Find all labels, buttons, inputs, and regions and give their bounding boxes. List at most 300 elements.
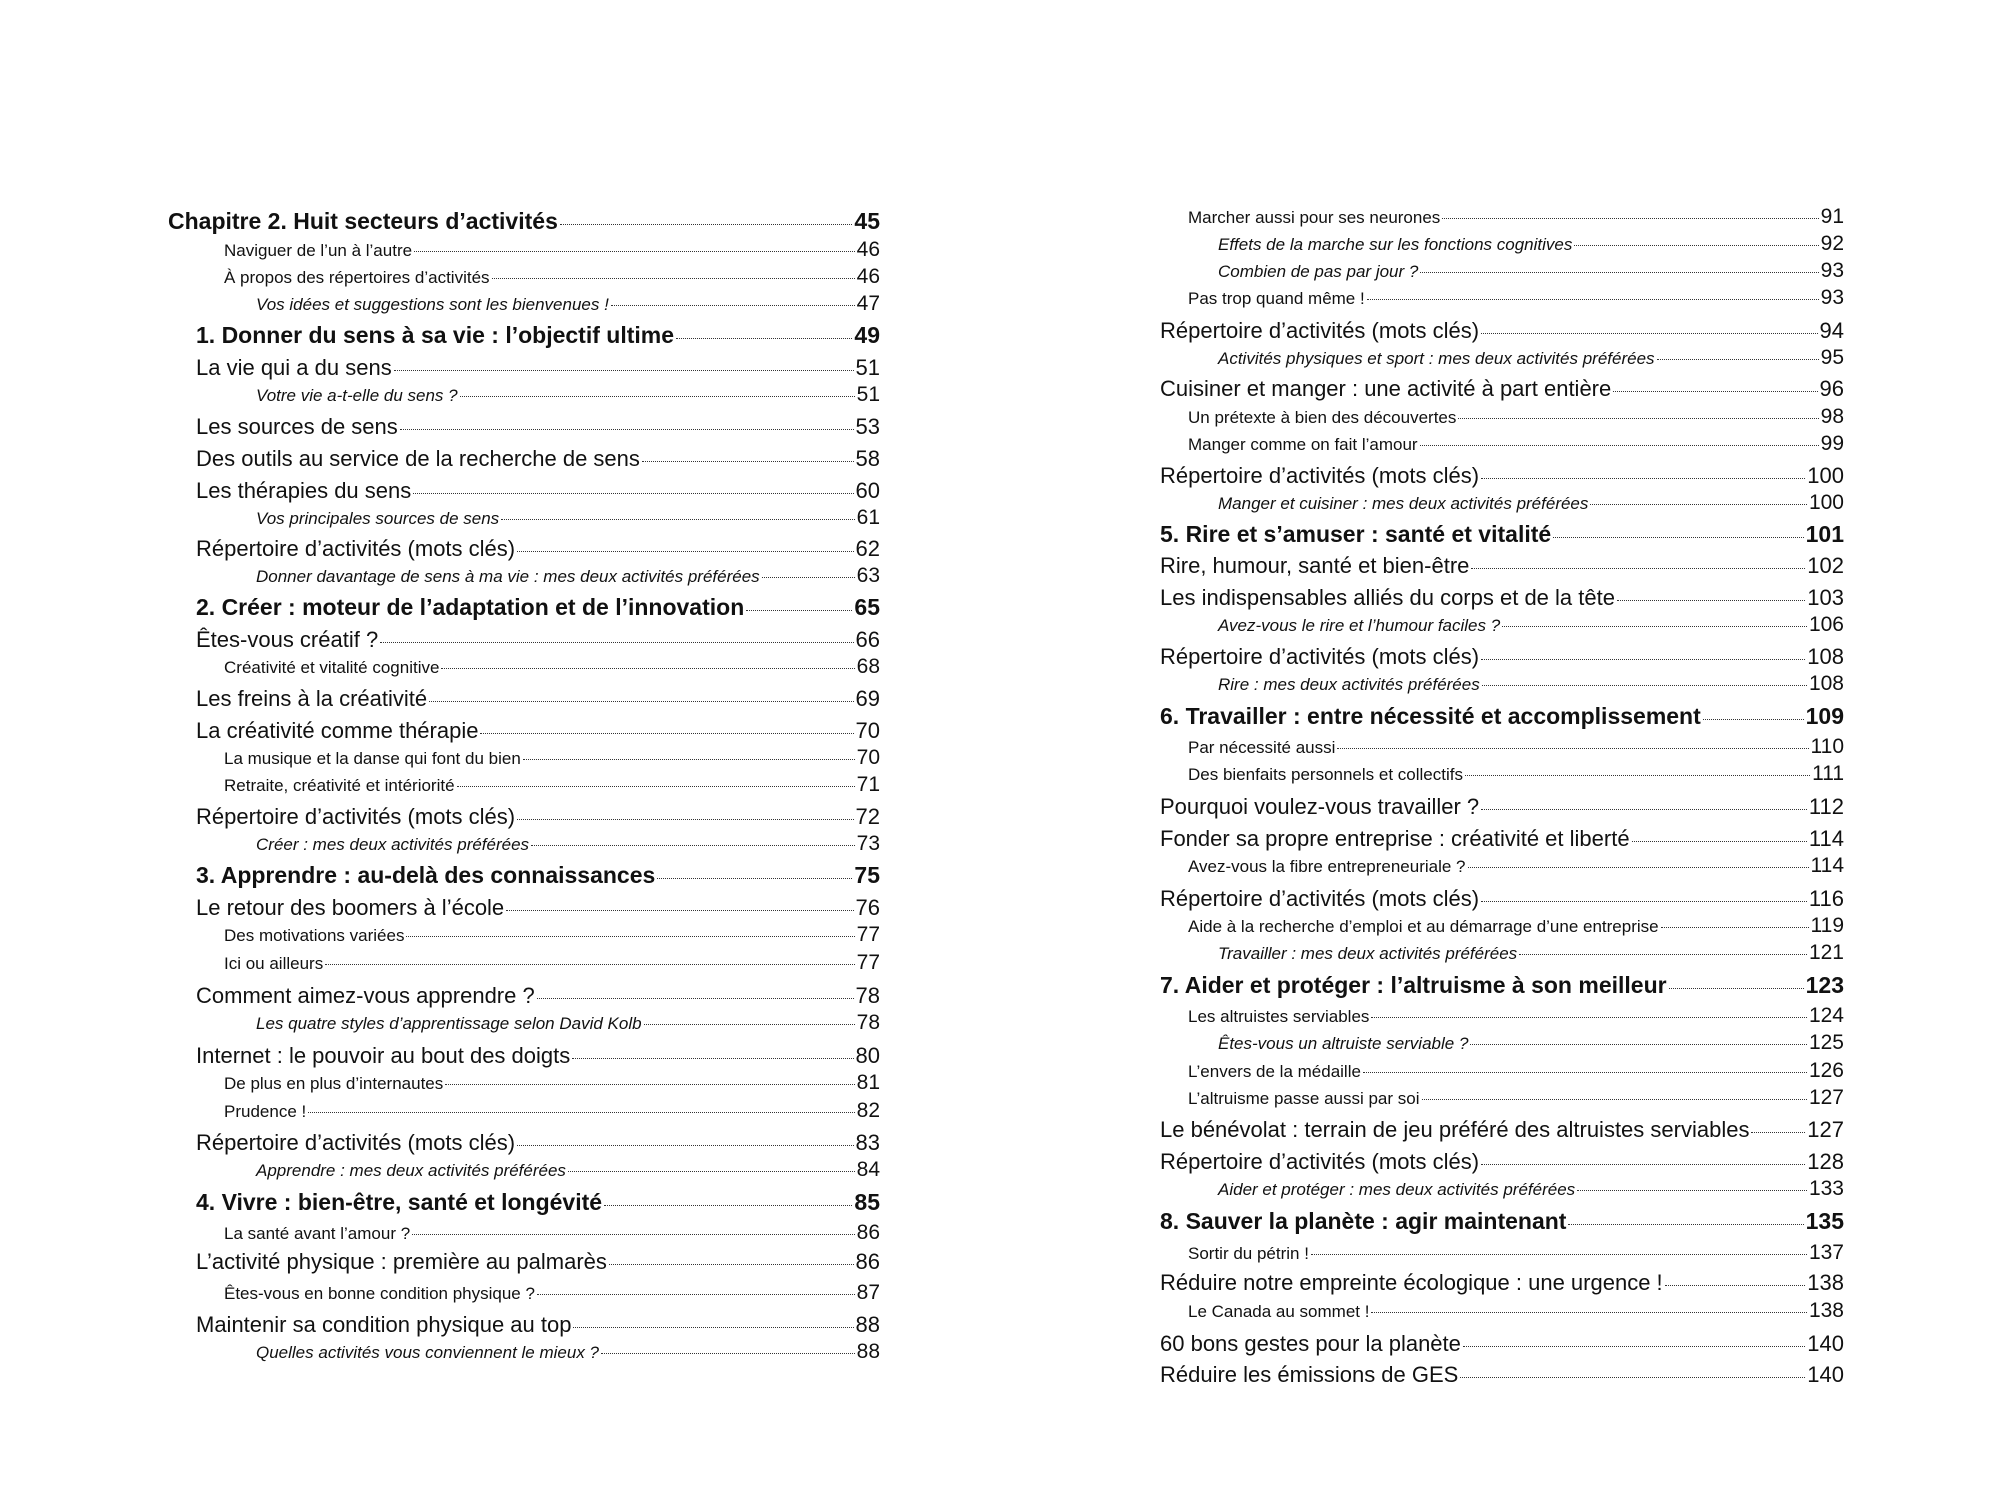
dot-leader: [1661, 927, 1809, 928]
dot-leader: [601, 1353, 855, 1354]
toc-entry-title: Aider et protéger : mes deux activités préférées: [1218, 1180, 1576, 1199]
toc-entry-title: 2. Créer : moteur de l’adaptation et de l’innovation: [196, 594, 745, 620]
toc-entry: [168, 506, 880, 530]
dot-leader: [400, 429, 854, 430]
toc-entry-title: Répertoire d’activités (mots clés): [1160, 644, 1480, 669]
toc-entry-page: 121: [1808, 941, 1844, 964]
toc-entry-title: Apprendre : mes deux activités préférées: [256, 1161, 566, 1180]
toc-entry: [168, 322, 880, 349]
toc-entry-page: 88: [855, 1312, 880, 1337]
dot-leader: [429, 701, 853, 702]
toc-entry-page: 71: [856, 773, 880, 796]
toc-entry-title: Êtes-vous en bonne condition physique ?: [224, 1284, 535, 1303]
dot-leader: [1471, 568, 1805, 569]
toc-entry: [168, 446, 880, 472]
toc-entry-title: Manger comme on fait l’amour: [1188, 435, 1418, 454]
toc-entry: [1160, 232, 1844, 256]
dot-leader: [1468, 867, 1809, 868]
toc-entry-page: 58: [855, 446, 880, 471]
dot-leader: [460, 396, 855, 397]
toc-entry: [168, 895, 880, 921]
toc-entry-title: Marcher aussi pour ses neurones: [1188, 208, 1441, 227]
dot-leader: [394, 370, 854, 371]
toc-entry-page: 86: [856, 1221, 880, 1244]
toc-entry: [1160, 941, 1844, 965]
toc-entry-title: Ici ou ailleurs: [224, 954, 324, 973]
toc-entry: [168, 862, 880, 889]
toc-entry-title: 60 bons gestes pour la planète: [1160, 1331, 1461, 1356]
dot-leader: [568, 1171, 855, 1172]
toc-entry: [168, 478, 880, 504]
dot-leader: [492, 278, 855, 279]
toc-entry-page: 140: [1807, 1331, 1844, 1356]
toc-entry-title: De plus en plus d’internautes: [224, 1074, 444, 1093]
toc-entry-page: 77: [856, 951, 880, 974]
toc-entry-title: Manger et cuisiner : mes deux activités préférées: [1218, 494, 1589, 513]
toc-entry: [168, 773, 880, 797]
toc-entry-title: Internet : le pouvoir au bout des doigts: [196, 1043, 571, 1068]
toc-entry: [1160, 826, 1844, 852]
toc-entry: [168, 1130, 880, 1156]
toc-entry-title: Créer : mes deux activités préférées: [256, 835, 530, 854]
toc-entry-page: 119: [1810, 914, 1844, 937]
toc-entry: [1160, 1004, 1844, 1028]
toc-entry-title: Avez-vous le rire et l’humour faciles ?: [1218, 616, 1501, 635]
toc-entry-page: 65: [854, 594, 880, 620]
dot-leader: [676, 338, 852, 339]
toc-entry: [168, 292, 880, 316]
toc-entry: [1160, 1059, 1844, 1083]
toc-entry: [1160, 1208, 1844, 1235]
toc-entry-title: Des motivations variées: [224, 926, 405, 945]
toc-entry: [168, 983, 880, 1009]
toc-entry: [1160, 205, 1844, 229]
toc-entry-page: 82: [856, 1099, 880, 1122]
dot-leader: [1665, 1285, 1806, 1286]
toc-entry-title: Effets de la marche sur les fonctions cognitives: [1218, 235, 1573, 254]
dot-leader: [1617, 600, 1805, 601]
toc-entry-page: 46: [856, 265, 880, 288]
toc-entry-title: À propos des répertoires d’activités: [224, 268, 490, 287]
toc-entry-page: 140: [1807, 1362, 1844, 1387]
dot-leader: [657, 878, 852, 879]
toc-entry-title: 7. Aider et protéger : l’altruisme à son meilleur: [1160, 972, 1667, 998]
dot-leader: [537, 1294, 855, 1295]
toc-entry-page: 116: [1808, 886, 1844, 911]
toc-entry: [168, 1099, 880, 1123]
dot-leader: [1574, 245, 1818, 246]
toc-entry-page: 63: [856, 564, 880, 587]
toc-entry: [168, 655, 880, 679]
toc-entry-page: 98: [1820, 405, 1844, 428]
dot-leader: [1422, 1099, 1807, 1100]
dot-leader: [1337, 748, 1808, 749]
toc-entry: [1160, 463, 1844, 489]
toc-entry-title: Cuisiner et manger : une activité à part entière: [1160, 376, 1612, 401]
toc-entry-page: 78: [855, 983, 880, 1008]
toc-entry: [1160, 521, 1844, 548]
toc-entry-title: Par nécessité aussi: [1188, 738, 1336, 757]
toc-entry: [168, 1249, 880, 1275]
toc-entry-page: 70: [856, 746, 880, 769]
toc-entry-title: Chapitre 2. Huit secteurs d’activités: [168, 208, 558, 234]
toc-entry: [168, 1281, 880, 1305]
dot-leader: [412, 1234, 854, 1235]
dot-leader: [642, 461, 854, 462]
toc-entry: [168, 1189, 880, 1216]
toc-entry: [1160, 585, 1844, 611]
toc-entry-title: Répertoire d’activités (mots clés): [196, 804, 516, 829]
toc-entry-page: 112: [1808, 794, 1844, 819]
toc-entry-page: 73: [856, 832, 880, 855]
toc-entry-title: Maintenir sa condition physique au top: [196, 1312, 572, 1337]
toc-entry-title: La santé avant l’amour ?: [224, 1224, 411, 1243]
toc-entry: [168, 923, 880, 947]
dot-leader: [1470, 1044, 1807, 1045]
dot-leader: [325, 964, 854, 965]
toc-entry: [1160, 346, 1844, 370]
toc-entry-title: Combien de pas par jour ?: [1218, 262, 1419, 281]
toc-entry: [1160, 762, 1844, 786]
dot-leader: [1367, 299, 1819, 300]
toc-entry-page: 127: [1807, 1117, 1844, 1142]
toc-entry-title: Pourquoi voulez-vous travailler ?: [1160, 794, 1480, 819]
toc-entry-page: 49: [854, 322, 880, 348]
toc-entry-title: L’activité physique : première au palmarès: [196, 1249, 607, 1274]
toc-entry: [168, 383, 880, 407]
toc-entry-page: 103: [1807, 585, 1844, 610]
toc-entry-title: 3. Apprendre : au-delà des connaissances: [196, 862, 656, 888]
toc-entry-page: 60: [855, 478, 880, 503]
dot-leader: [644, 1024, 855, 1025]
toc-entry-title: Le Canada au sommet !: [1188, 1302, 1370, 1321]
dot-leader: [1669, 988, 1804, 989]
toc-entry-page: 53: [855, 414, 880, 439]
toc-entry-title: Répertoire d’activités (mots clés): [1160, 1149, 1480, 1174]
toc-entry: [1160, 1117, 1844, 1143]
toc-entry-page: 111: [1812, 762, 1844, 785]
toc-entry-page: 45: [854, 208, 880, 234]
toc-entry: [1160, 886, 1844, 912]
toc-entry-page: 137: [1808, 1241, 1844, 1264]
toc-entry-title: Travailler : mes deux activités préférées: [1218, 944, 1518, 963]
toc-entry-page: 83: [855, 1130, 880, 1155]
toc-entry: [1160, 854, 1844, 878]
toc-entry: [1160, 914, 1844, 938]
toc-entry: [168, 1312, 880, 1338]
toc-entry-title: 4. Vivre : bien-être, santé et longévité: [196, 1189, 603, 1215]
toc-entry-page: 93: [1820, 259, 1844, 282]
toc-entry-page: 127: [1808, 1086, 1844, 1109]
toc-entry-page: 94: [1819, 318, 1844, 343]
toc-entry-title: Vos idées et suggestions sont les bienvenues !: [256, 295, 609, 314]
toc-entry-page: 124: [1808, 1004, 1844, 1027]
dot-leader: [506, 910, 853, 911]
toc-entry: [1160, 672, 1844, 696]
toc-entry: [1160, 491, 1844, 515]
toc-entry: [1160, 318, 1844, 344]
toc-entry-page: 108: [1807, 644, 1844, 669]
toc-entry-title: Répertoire d’activités (mots clés): [1160, 886, 1480, 911]
toc-entry-title: Retraite, créativité et intériorité: [224, 776, 455, 795]
toc-entry: [1160, 1086, 1844, 1110]
toc-entry-page: 72: [855, 804, 880, 829]
dot-leader: [609, 1264, 854, 1265]
toc-entry-page: 85: [854, 1189, 880, 1215]
toc-entry-page: 102: [1807, 553, 1844, 578]
toc-entry: [1160, 1331, 1844, 1357]
toc-entry: [1160, 1270, 1844, 1296]
toc-entry-title: Pas trop quand même !: [1188, 289, 1365, 308]
dot-leader: [1590, 504, 1807, 505]
dot-leader: [611, 305, 855, 306]
toc-entry: [168, 627, 880, 653]
toc-entry-title: Activités physiques et sport : mes deux activités préférées: [1218, 349, 1655, 368]
toc-entry-title: Les quatre styles d’apprentissage selon David Kolb: [256, 1014, 642, 1033]
dot-leader: [1458, 418, 1818, 419]
toc-entry-title: Aide à la recherche d’emploi et au démarrage d’une entreprise: [1188, 917, 1659, 936]
dot-leader: [572, 1058, 853, 1059]
toc-entry-page: 87: [856, 1281, 880, 1304]
dot-leader: [1311, 1254, 1807, 1255]
toc-entry-title: Rire, humour, santé et bien-être: [1160, 553, 1470, 578]
toc-entry-page: 68: [856, 655, 880, 678]
dot-leader: [457, 786, 855, 787]
toc-entry-page: 95: [1820, 346, 1844, 369]
toc-entry-title: Donner davantage de sens à ma vie : mes deux activités préférées: [256, 567, 760, 586]
toc-entry-title: Votre vie a-t-elle du sens ?: [256, 386, 458, 405]
toc-entry-page: 100: [1807, 463, 1844, 488]
toc-entry-title: Êtes-vous un altruiste serviable ?: [1218, 1034, 1469, 1053]
toc-entry: [168, 804, 880, 830]
toc-entry: [1160, 1299, 1844, 1323]
toc-entry-page: 76: [855, 895, 880, 920]
toc-entry: [168, 1043, 880, 1069]
dot-leader: [414, 251, 855, 252]
toc-entry: [168, 536, 880, 562]
toc-entry-page: 106: [1808, 613, 1844, 636]
toc-entry-title: Le bénévolat : terrain de jeu préféré des altruistes serviables: [1160, 1117, 1750, 1142]
dot-leader: [531, 845, 855, 846]
dot-leader: [1553, 537, 1803, 538]
toc-entry-page: 96: [1819, 376, 1844, 401]
dot-leader: [1481, 478, 1805, 479]
toc-entry: [168, 1011, 880, 1035]
toc-entry-page: 125: [1808, 1031, 1844, 1054]
toc-entry-page: 51: [855, 355, 880, 380]
toc-entry: [168, 718, 880, 744]
toc-entry-title: Réduire les émissions de GES: [1160, 1362, 1459, 1387]
toc-entry: [1160, 259, 1844, 283]
toc-entry: [168, 265, 880, 289]
toc-entry-title: Réduire notre empreinte écologique : une urgence !: [1160, 1270, 1663, 1295]
toc-entry-title: Êtes-vous créatif ?: [196, 627, 379, 652]
toc-entry: [1160, 432, 1844, 456]
toc-entry-title: La vie qui a du sens: [196, 355, 392, 380]
toc-entry: [1160, 286, 1844, 310]
dot-leader: [560, 224, 853, 225]
toc-entry: [168, 208, 880, 235]
toc-entry-page: 81: [856, 1071, 880, 1094]
toc-entry-page: 69: [855, 686, 880, 711]
dot-leader: [1420, 445, 1819, 446]
toc-entry-title: Des outils au service de la recherche de sens: [196, 446, 640, 471]
dot-leader: [1371, 1312, 1807, 1313]
dot-leader: [308, 1112, 854, 1113]
toc-entry-title: Fonder sa propre entreprise : créativité et liberté: [1160, 826, 1630, 851]
toc-entry-page: 93: [1820, 286, 1844, 309]
toc-entry-title: Le retour des boomers à l’école: [196, 895, 505, 920]
toc-entry-page: 99: [1820, 432, 1844, 455]
toc-entry-page: 110: [1810, 735, 1844, 758]
toc-entry-title: Répertoire d’activités (mots clés): [1160, 318, 1480, 343]
toc-entry-page: 62: [855, 536, 880, 561]
toc-entry-page: 46: [856, 238, 880, 261]
toc-entry-title: Les altruistes serviables: [1188, 1007, 1370, 1026]
dot-leader: [746, 610, 852, 611]
toc-entry-page: 91: [1820, 205, 1844, 228]
toc-entry-page: 70: [855, 718, 880, 743]
toc-entry-page: 133: [1808, 1177, 1844, 1200]
toc-entry-page: 47: [856, 292, 880, 315]
toc-entry: [1160, 1241, 1844, 1265]
toc-entry: [168, 686, 880, 712]
toc-entry: [1160, 613, 1844, 637]
toc-entry-title: Quelles activités vous conviennent le mieux ?: [256, 1343, 600, 1362]
toc-entry: [1160, 794, 1844, 820]
toc-entry: [1160, 376, 1844, 402]
dot-leader: [1657, 359, 1819, 360]
dot-leader: [1465, 775, 1810, 776]
dot-leader: [1482, 685, 1807, 686]
toc-entry-title: 8. Sauver la planète : agir maintenant: [1160, 1208, 1567, 1234]
dot-leader: [1481, 901, 1807, 902]
toc-entry-page: 77: [856, 923, 880, 946]
toc-entry: [1160, 1031, 1844, 1055]
dot-leader: [1703, 719, 1804, 720]
toc-entry-title: Les sources de sens: [196, 414, 398, 439]
toc-entry: [168, 1071, 880, 1095]
toc-entry: [168, 238, 880, 262]
dot-leader: [380, 642, 853, 643]
dot-leader: [1460, 1377, 1805, 1378]
toc-entry: [168, 1158, 880, 1182]
dot-leader: [1481, 659, 1805, 660]
toc-entry: [168, 355, 880, 381]
dot-leader: [1420, 272, 1818, 273]
toc-entry-title: Répertoire d’activités (mots clés): [196, 536, 516, 561]
toc-entry-page: 138: [1807, 1270, 1844, 1295]
toc-entry-page: 101: [1805, 521, 1844, 547]
dot-leader: [1481, 1164, 1805, 1165]
dot-leader: [1371, 1017, 1807, 1018]
dot-leader: [523, 759, 855, 760]
dot-leader: [1463, 1346, 1805, 1347]
dot-leader: [1502, 626, 1807, 627]
dot-leader: [1481, 333, 1817, 334]
dot-leader: [1481, 809, 1807, 810]
toc-entry: [1160, 972, 1844, 999]
toc-entry-page: 51: [856, 383, 880, 406]
toc-entry-page: 114: [1810, 854, 1844, 877]
dot-leader: [1442, 218, 1818, 219]
toc-entry-title: Créativité et vitalité cognitive: [224, 658, 440, 677]
dot-leader: [441, 668, 854, 669]
toc-entry-page: 78: [856, 1011, 880, 1034]
toc-entry-page: 88: [856, 1340, 880, 1363]
toc-entry-page: 84: [856, 1158, 880, 1181]
toc-entry-title: Comment aimez-vous apprendre ?: [196, 983, 535, 1008]
toc-entry-page: 86: [855, 1249, 880, 1274]
dot-leader: [1632, 841, 1807, 842]
toc-entry-page: 135: [1805, 1208, 1844, 1234]
dot-leader: [1613, 391, 1817, 392]
dot-leader: [604, 1205, 852, 1206]
dot-leader: [480, 733, 853, 734]
toc-entry-title: Naviguer de l’un à l’autre: [224, 241, 413, 260]
dot-leader: [517, 551, 853, 552]
toc-entry-page: 138: [1808, 1299, 1844, 1322]
toc-entry: [168, 951, 880, 975]
toc-entry-title: Les indispensables alliés du corps et de la tête: [1160, 585, 1615, 610]
toc-entry-title: Les thérapies du sens: [196, 478, 412, 503]
toc-entry-page: 114: [1808, 826, 1844, 851]
toc-entry-page: 80: [855, 1043, 880, 1068]
toc-entry-title: L’envers de la médaille: [1188, 1062, 1361, 1081]
toc-entry-title: 1. Donner du sens à sa vie : l’objectif ultime: [196, 322, 675, 348]
toc-entry: [1160, 644, 1844, 670]
toc-entry-title: Répertoire d’activités (mots clés): [1160, 463, 1480, 488]
toc-entry: [168, 832, 880, 856]
dot-leader: [1751, 1132, 1805, 1133]
toc-entry: [168, 564, 880, 588]
dot-leader: [1577, 1190, 1807, 1191]
toc-entry: [168, 414, 880, 440]
toc-entry-title: Rire : mes deux activités préférées: [1218, 675, 1480, 694]
toc-entry-title: Un prétexte à bien des découvertes: [1188, 408, 1457, 427]
toc-entry: [168, 1340, 880, 1364]
toc-entry: [168, 746, 880, 770]
toc-entry: [1160, 1149, 1844, 1175]
dot-leader: [762, 577, 855, 578]
toc-entry-title: Sortir du pétrin !: [1188, 1244, 1309, 1263]
toc-entry-page: 66: [855, 627, 880, 652]
toc-entry: [1160, 1177, 1844, 1201]
toc-entry-page: 109: [1805, 703, 1844, 729]
toc-entry-page: 128: [1807, 1149, 1844, 1174]
dot-leader: [517, 819, 853, 820]
toc-entry-page: 126: [1808, 1059, 1844, 1082]
toc-entry-title: La musique et la danse qui font du bien: [224, 749, 521, 768]
toc-entry-title: L’altruisme passe aussi par soi: [1188, 1089, 1420, 1108]
toc-entry: [168, 1221, 880, 1245]
toc-entry-page: 108: [1808, 672, 1844, 695]
toc-entry-title: Répertoire d’activités (mots clés): [196, 1130, 516, 1155]
toc-entry-title: La créativité comme thérapie: [196, 718, 479, 743]
dot-leader: [1568, 1224, 1803, 1225]
toc-entry-title: Avez-vous la fibre entrepreneuriale ?: [1188, 857, 1466, 876]
toc-entry-page: 123: [1805, 972, 1844, 998]
toc-entry-page: 75: [854, 862, 880, 888]
toc-entry-title: Prudence !: [224, 1102, 307, 1121]
dot-leader: [501, 519, 854, 520]
toc-entry: [1160, 703, 1844, 730]
toc-entry-page: 92: [1820, 232, 1844, 255]
toc-entry-title: 5. Rire et s’amuser : santé et vitalité: [1160, 521, 1552, 547]
toc-entry: [168, 594, 880, 621]
dot-leader: [406, 936, 854, 937]
dot-leader: [573, 1327, 853, 1328]
